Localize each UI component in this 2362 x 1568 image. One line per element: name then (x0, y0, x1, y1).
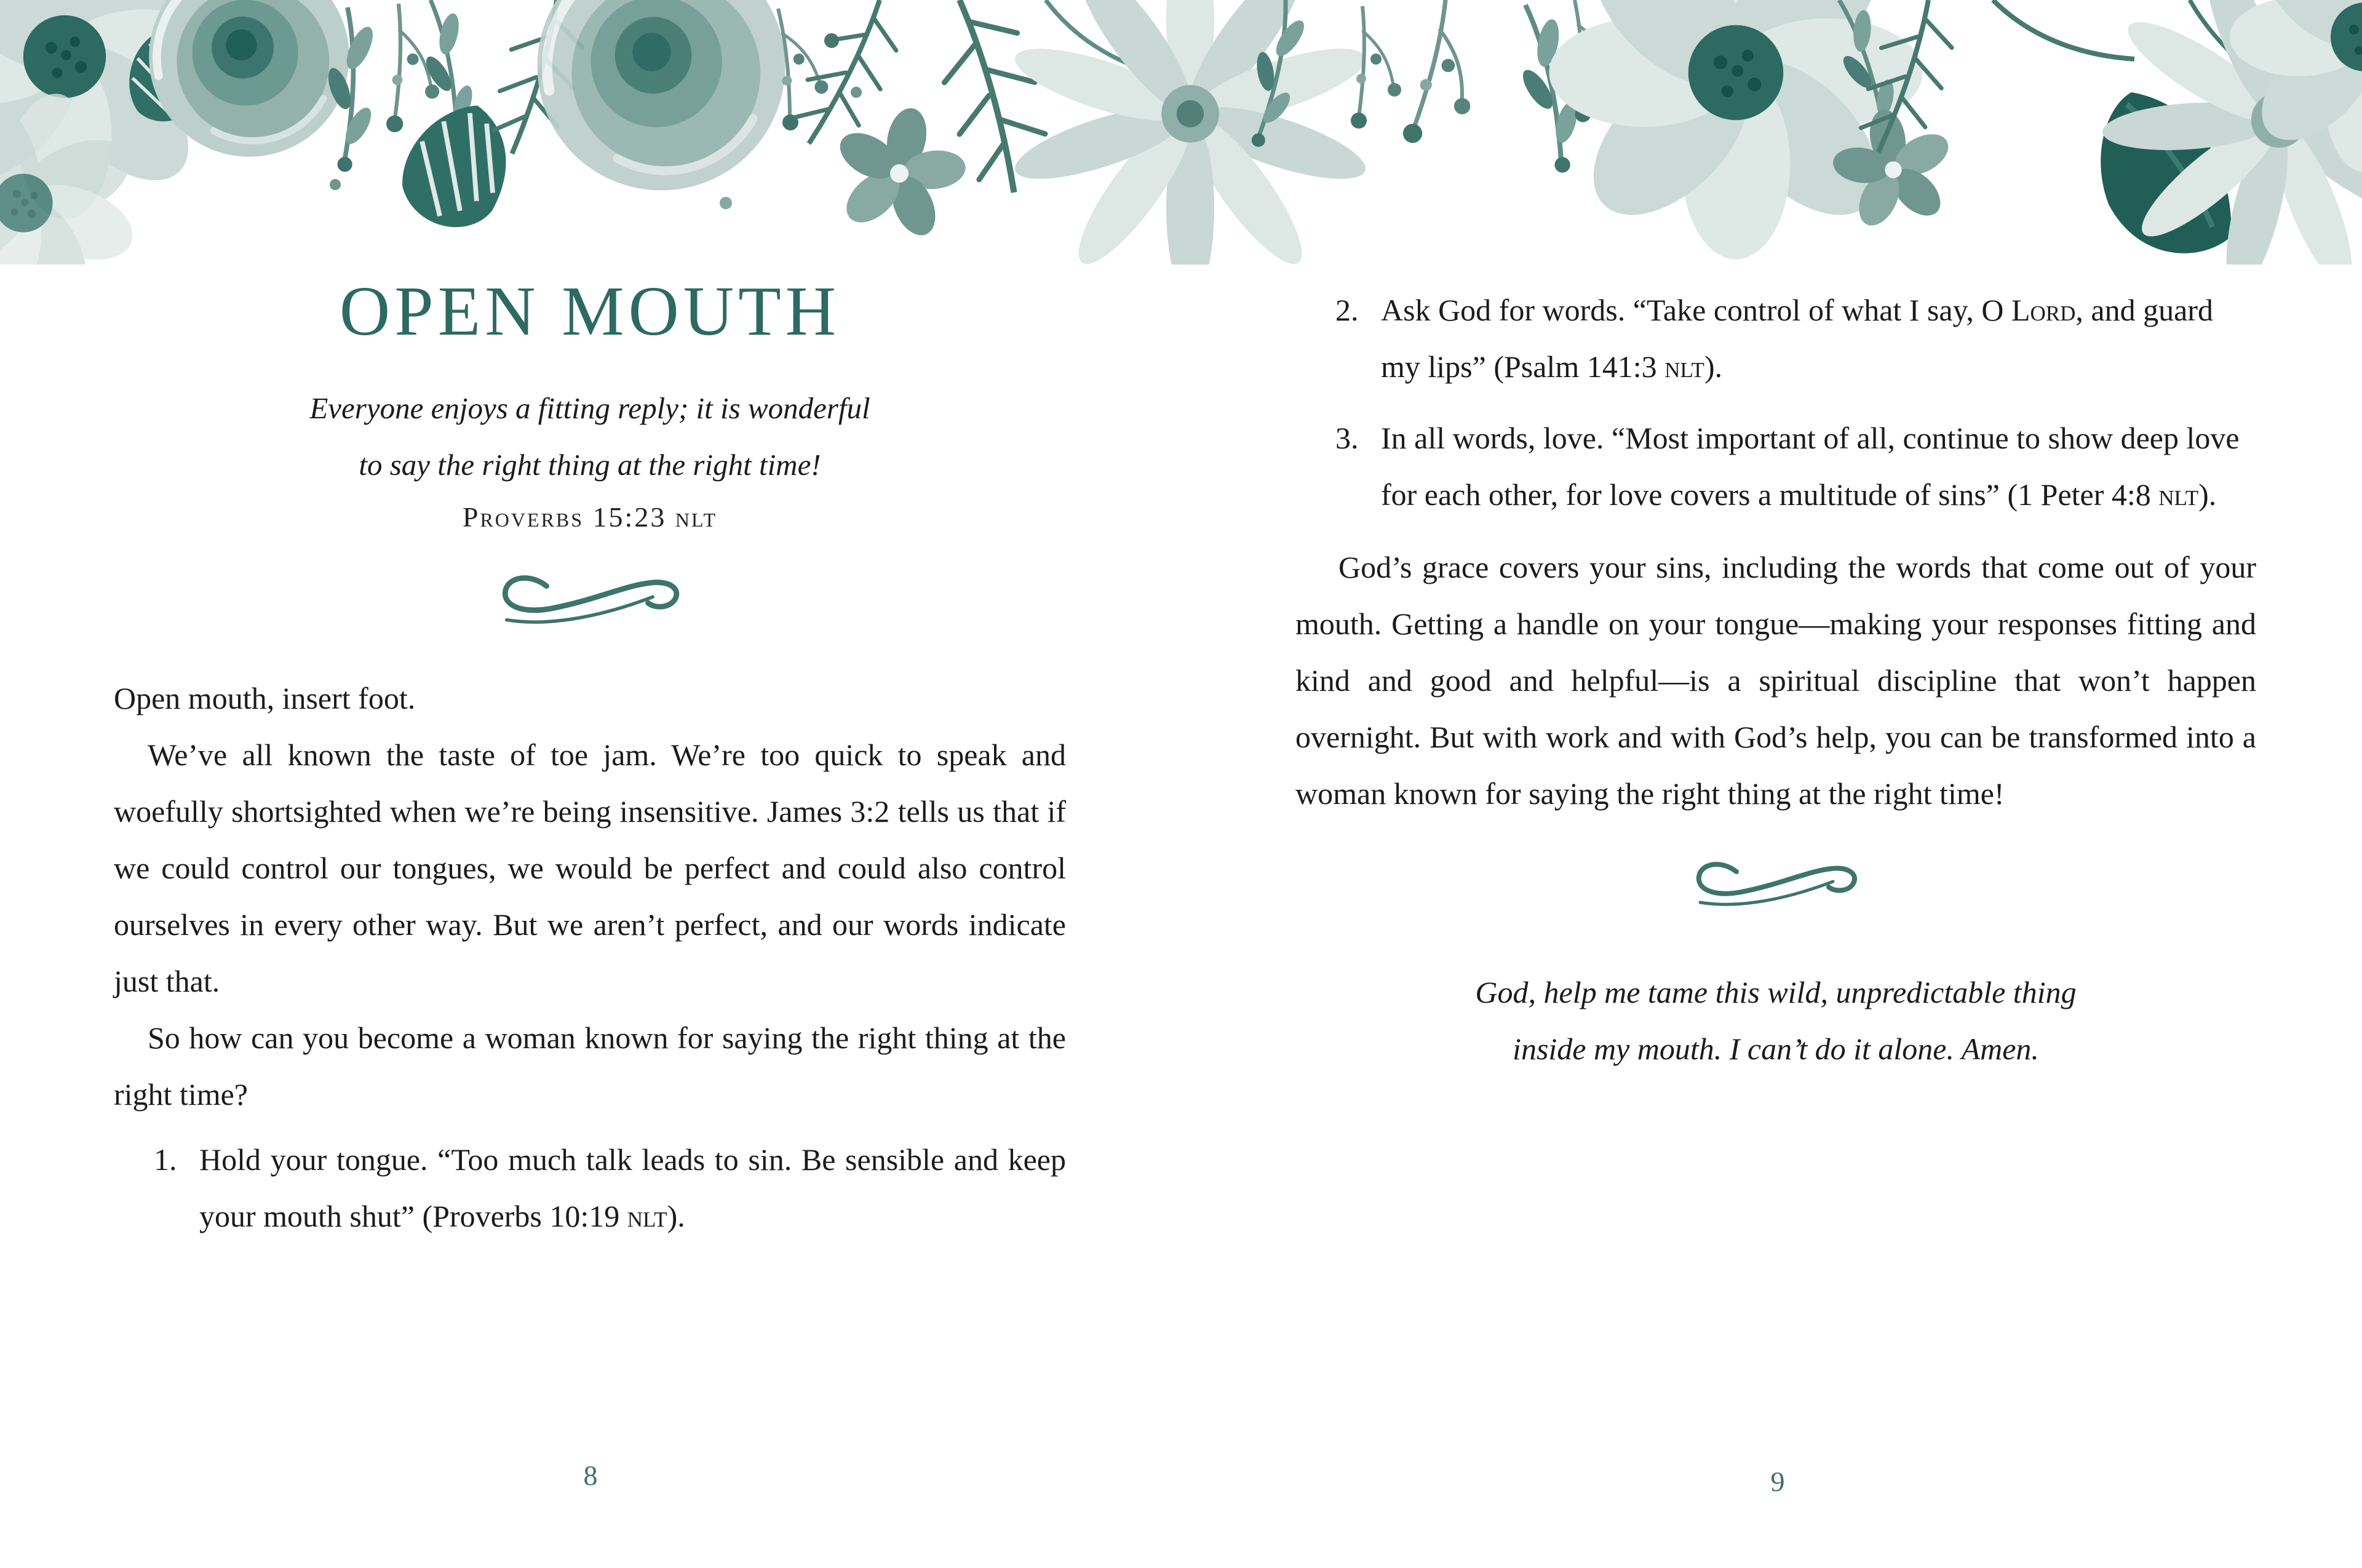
chapter-title: OPEN MOUTH (339, 272, 841, 350)
verse-quote (114, 380, 1066, 539)
paragraph: So how can you become a woman known for saying the right thing at the right time? (114, 1021, 1066, 1112)
prayer-text (1295, 964, 2256, 1077)
numbered-list (114, 1131, 1066, 1244)
list-item (1335, 410, 2256, 523)
paragraph: God’s grace covers your sins, including the words that come out of your mouth. Getting a handle on your tongue—making your responses fitting and kind and good and helpful—is a spiritual discipline that won’t happen overnight. But with work and with God’s help, you can be transformed into a woman known for saying the right thing at the right time! (1295, 550, 2256, 811)
body-text (114, 670, 1066, 1244)
list-item (154, 1131, 1066, 1244)
flourish-divider (1295, 858, 2256, 932)
list-item (1335, 282, 2256, 395)
verse-line: Everyone enjoys a fitting reply; it is wonderful (309, 391, 870, 425)
floral-border-illustration (0, 0, 2362, 265)
list-item-number: 3. (1335, 421, 1359, 455)
numbered-list (1295, 282, 2256, 523)
prayer-line: God, help me tame this wild, unpredictable thing (1475, 975, 2077, 1009)
list-item-number: 1. (154, 1142, 177, 1177)
list-item-text: In all words, love. “Most important of all, continue to show deep love for each other, for love covers a multitude of sins” (1 Peter 4:8 nlt). (1381, 421, 2240, 512)
swash-divider-icon (488, 571, 691, 632)
right-page (1295, 266, 2256, 1077)
paragraph: Open mouth, insert foot. (114, 681, 416, 715)
page-number-left: 8 (583, 1460, 598, 1491)
list-item-number: 2. (1335, 293, 1359, 327)
flourish-divider (114, 571, 1066, 635)
paragraph: We’ve all known the taste of toe jam. We’re too quick to speak and woefully shortsighted when we’re being insensitive. James 3:2 tells us that if we could control our tongues, we would be perfect and could also control ourselves in every other way. But we aren’t perfect, and our words indicate just that. (114, 738, 1066, 998)
verse-reference: Proverbs 15:23 nlt (462, 501, 718, 533)
prayer-line: inside my mouth. I can’t do it alone. Amen. (1513, 1032, 2039, 1066)
swash-divider-icon (1684, 858, 1868, 914)
list-item-text: Ask God for words. “Take control of what I say, O Lord, and guard my lips” (Psalm 141:3 nlt). (1381, 293, 2213, 384)
left-page (114, 266, 1066, 1244)
verse-line: to say the right thing at the right time! (359, 448, 821, 482)
page-number-right: 9 (1770, 1466, 1785, 1497)
list-item-text: Hold your tongue. “Too much talk leads to sin. Be sensible and keep your mouth shut” (Proverbs 10:19 nlt). (199, 1142, 1066, 1233)
